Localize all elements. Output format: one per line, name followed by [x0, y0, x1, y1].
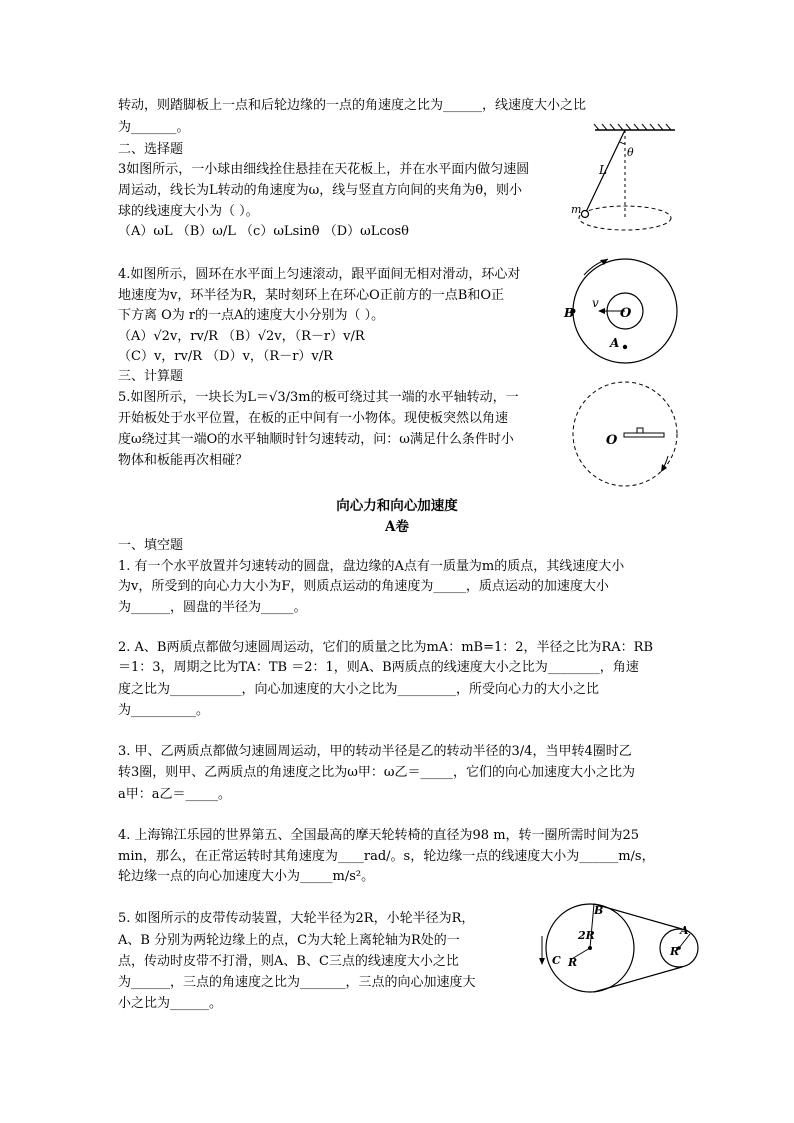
text-line: 轮边缘一点的向心加速度大小为_____m/s²。 — [118, 869, 375, 884]
text-line: 3. 甲、乙两质点都做匀速圆周运动，甲的转动半径是乙的转动半径的3/4，当甲转4圈时乙 — [118, 744, 632, 759]
text-line: 为_______。 — [118, 120, 190, 135]
text-line: 小之比为______。 — [118, 996, 223, 1011]
text-line: 4. 上海锦江乐园的世界第五、全国最高的摩天轮转椅的直径为98 m，转一圈所需时间为25 — [118, 828, 640, 843]
text-line: 地速度为v，环半径为R，某时刻环上在环心O正前方的一点B和O正 — [118, 288, 505, 303]
radius-r-label: R — [568, 956, 578, 969]
page-title: 向心力和向心加速度 — [336, 498, 458, 514]
text-line: 度ω绕过其一端O的水平轴顺时针匀速转动，问：ω满足什么条件时小 — [118, 432, 514, 447]
length-label: L — [599, 163, 607, 177]
rolling-ring-figure — [562, 255, 682, 367]
point-b-label: B — [564, 306, 575, 320]
text-line: 周运动，线长为L转动的角速度为ω，线与竖直方向间的夹角为θ，则小 — [118, 183, 523, 198]
text-line: 开始板处于水平位置，在板的正中间有一小物体。现使板突然以角速 — [118, 411, 509, 426]
point-b-label: B — [594, 904, 604, 917]
answer-options: （C）v，rv/R （D）v，（R－r）v/R — [118, 349, 333, 364]
text-line: 转3圈，则甲、乙两质点的角速度之比为ω甲：ω乙＝_____，它们的向心加速度大小之比为 — [118, 765, 635, 780]
small-radius-label: R — [670, 945, 680, 958]
answer-options: （A）√2v，rv/R （B）√2v，（R－r）v/R — [118, 329, 365, 344]
belt-drive-figure — [532, 898, 714, 998]
text-line: 为______，圆盘的半径为_____。 — [118, 600, 307, 615]
text-line: 4.如图所示，圆环在水平面上匀速滚动，跟平面间无相对滑动，环心对 — [118, 267, 521, 282]
page-subtitle: A卷 — [385, 519, 409, 535]
velocity-label: v — [592, 296, 599, 310]
point-a-label: A — [610, 336, 620, 350]
text-line: min，那么，在正常运转时其角速度为____rad/。s，轮边缘一点的线速度大小为______m/s， — [118, 849, 655, 864]
text-line: 度之比为___________，向心加速度的大小之比为_________，所受向心力的大小之比 — [118, 682, 600, 697]
text-line: a甲：a乙＝_____。 — [118, 787, 232, 802]
text-line: 5. 如图所示的皮带传动装置，大轮半径为2R，小轮半径为R， — [118, 911, 475, 926]
text-line: 2. A、B两质点都做匀速圆周运动，它们的质量之比为mA：mB=1：2，半径之比为RA：RB — [118, 640, 654, 655]
text-line: 3如图所示，一小球由细线拴住悬挂在天花板上，并在水平面内做匀速圆 — [118, 162, 530, 177]
text-line: 物体和板能再次相碰？ — [118, 453, 249, 468]
mass-label: m — [571, 203, 582, 216]
point-c-label: C — [552, 954, 561, 967]
section-heading: 二、选择题 — [118, 142, 184, 157]
section-heading: 一、填空题 — [118, 538, 184, 553]
theta-label: θ — [627, 146, 634, 159]
rotating-board-figure — [566, 378, 686, 490]
text-line: 5.如图所示，一块长为L＝√3/3m的板可绕过其一端的水平轴转动，一 — [118, 390, 519, 405]
point-a-label: A — [680, 924, 689, 937]
text-line: 为v，所受到的向心力大小为F，则质点运动的角速度为_____，质点运动的加速度大小 — [118, 579, 609, 594]
text-line: 球的线速度大小为（ ）。 — [118, 204, 259, 219]
section-heading: 三、计算题 — [118, 369, 184, 384]
pivot-o-label: O — [606, 433, 618, 448]
center-o-label: O — [620, 306, 632, 321]
text-line: A、B 分别为两轮边缘上的点，C为大轮上离轮轴为R处的一 — [118, 933, 460, 948]
radius-2r-label: 2R — [578, 929, 595, 942]
text-line: 点，传动时皮带不打滑，则A、B、C三点的线速度大小之比 — [118, 954, 459, 969]
text-line: ＝1：3，周期之比为TA：TB ＝2：1，则A、B两质点的线速度大小之比为________，角速 — [118, 660, 639, 675]
text-line: 为______，三点的角速度之比为_______，三点的向心加速度大 — [118, 975, 476, 990]
text-line: 1. 有一个水平放置并匀速转动的圆盘，盘边缘的A点有一质量为m的质点，其线速度大小 — [118, 559, 625, 574]
text-line: 下方离 O为 r的一点A的速度大小分别为（ ）。 — [118, 308, 385, 323]
text-line: 转动，则踏脚板上一点和后轮边缘的一点的角速度之比为______，线速度大小之比 — [118, 98, 587, 113]
pendulum-figure — [565, 122, 685, 242]
answer-options: （A）ωL （B）ω/L （c）ωLsinθ （D）ωLcosθ — [118, 224, 409, 239]
text-line: 为__________。 — [118, 703, 210, 718]
